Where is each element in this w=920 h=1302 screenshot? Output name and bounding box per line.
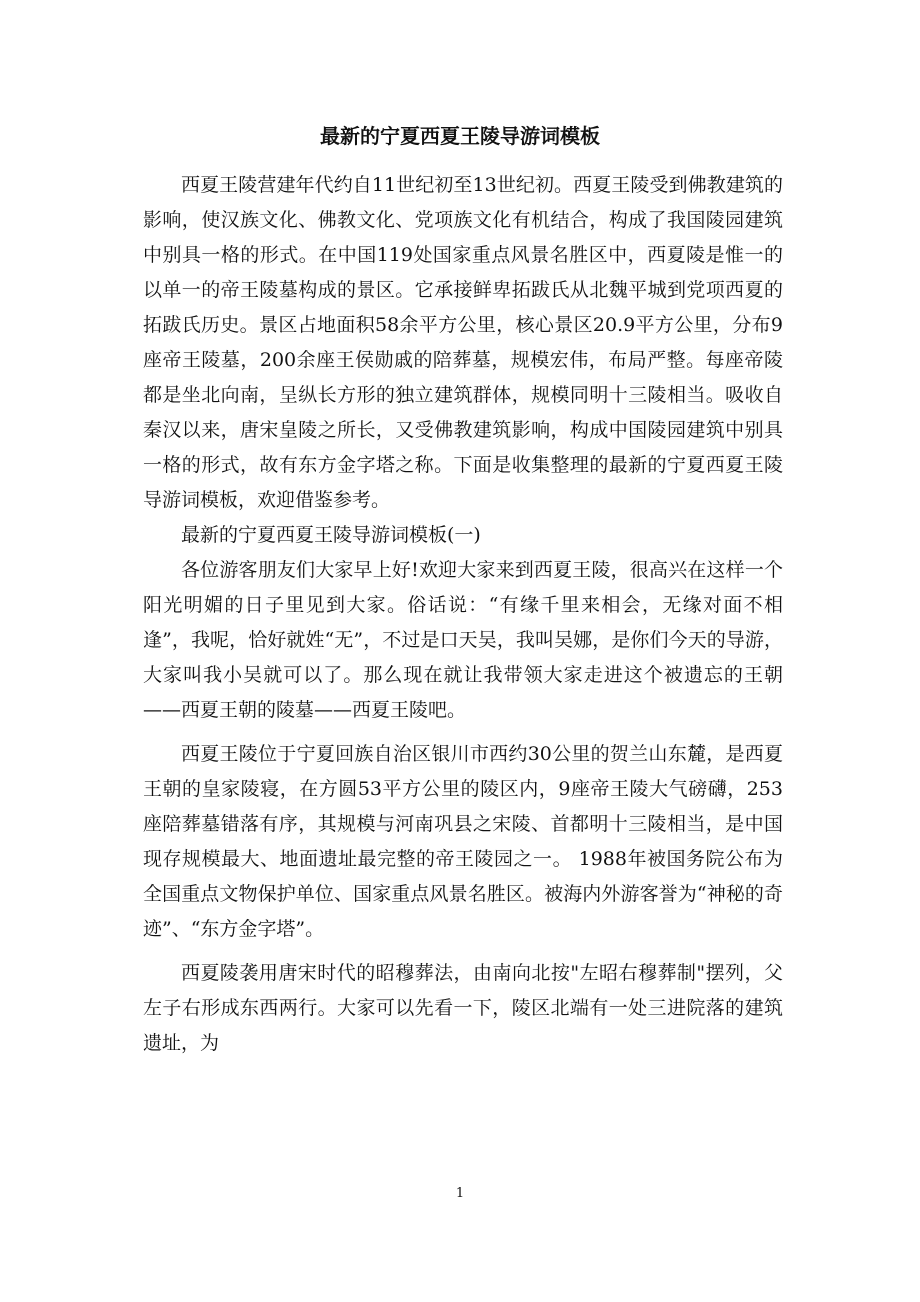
location-paragraph: 西夏王陵位于宁夏回族自治区银川市西约30公里的贺兰山东麓，是西夏王朝的皇家陵寝，在方圆53平方公里的陵区内，9座帝王陵大气磅礴，253座陪葬墓错落有序，其规模与河南巩县之宋陵、首都明十三陵相当，是中国现存规模最大、地面遗址最完整的帝王陵园之一。 1988年被国务院公布为全国重点文物保护单位、国家重点风景名胜区。被海内外游客誉为“神秘的奇迹”、“东方金字塔”。 [143,743,783,940]
document-body [143,168,783,1061]
burial-order-paragraph: 西夏陵袭用唐宋时代的昭穆葬法，由南向北按"左昭右穆葬制"摆列，父左子右形成东西两行。大家可以先看一下，陵区北端有一处三进院落的建筑遗址，为 [143,962,783,1054]
intro-paragraph: 西夏王陵营建年代约自11世纪初至13世纪初。西夏王陵受到佛教建筑的影响，使汉族文化、佛教文化、党项族文化有机结合，构成了我国陵园建筑中别具一格的形式。在中国119处国家重点风景名胜区中，西夏陵是惟一的以单一的帝王陵墓构成的景区。它承接鲜卑拓跋氏从北魏平城到党项西夏的拓跋氏历史。景区占地面积58余平方公里，核心景区20.9平方公里，分布9座帝王陵墓，200余座王侯勋戚的陪葬墓，规模宏伟，布局严整。每座帝陵都是坐北向南，呈纵长方形的独立建筑群体，规模同明十三陵相当。吸收自秦汉以来，唐宋皇陵之所长，又受佛教建筑影响，构成中国陵园建筑中别具一格的形式，故有东方金字塔之称。下面是收集整理的最新的宁夏西夏王陵导游词模板，欢迎借鉴参考。 [143,174,783,511]
page-number: 1 [455,1186,465,1201]
section-heading: 最新的宁夏西夏王陵导游词模板(一) [181,524,481,546]
greeting-paragraph: 各位游客朋友们大家早上好!欢迎大家来到西夏王陵，很高兴在这样一个阳光明媚的日子里见到大家。俗话说：“有缘千里来相会，无缘对面不相逢”，我呢，恰好就姓“无”，不过是口天吴，我叫吴娜，是你们今天的导游，大家叫我小吴就可以了。那么现在就让我带领大家走进这个被遗忘的王朝——西夏王朝的陵墓——西夏王陵吧。 [143,559,783,721]
document-title: 最新的宁夏西夏王陵导游词模板 [320,124,600,148]
